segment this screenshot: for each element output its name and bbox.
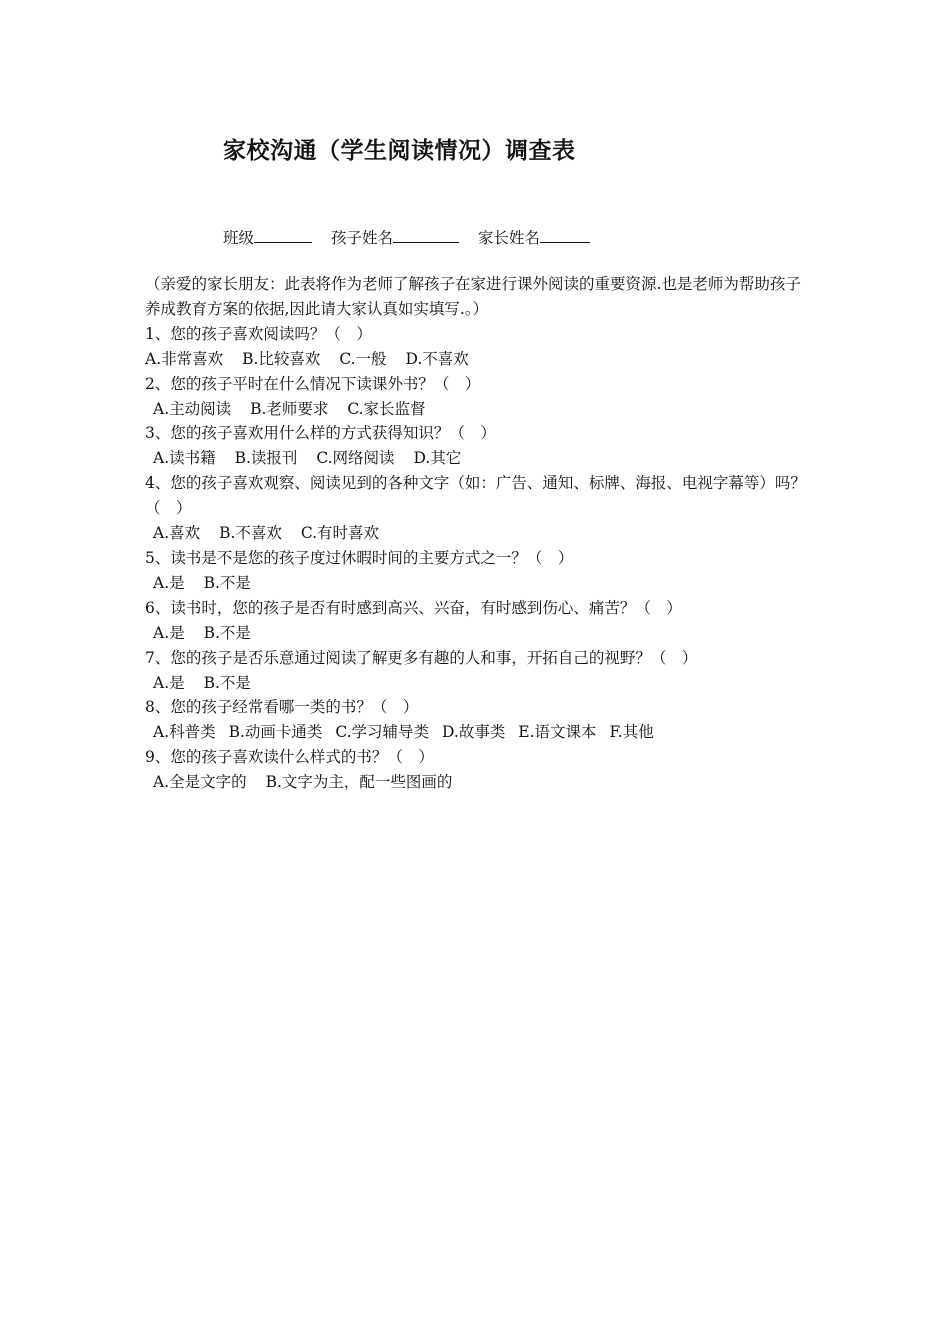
class-label: 班级 — [223, 229, 255, 247]
child-name-blank[interactable] — [393, 228, 459, 243]
parent-name-blank[interactable] — [540, 228, 590, 243]
survey-body — [145, 272, 815, 795]
option-8e[interactable]: E.语文课本 — [518, 723, 597, 742]
option-9a[interactable]: A.全是文字的 — [153, 773, 247, 792]
option-8d[interactable]: D.故事类 — [442, 723, 506, 742]
question-2: 2、您的孩子平时在什么情况下读课外书？（ ） — [145, 374, 481, 393]
question-8: 8、您的孩子经常看哪一类的书？（ ） — [145, 698, 419, 717]
option-2a[interactable]: A.主动阅读 — [153, 399, 232, 418]
question-9: 9、您的孩子喜欢读什么样式的书？（ ） — [145, 748, 434, 767]
option-4c[interactable]: C.有时喜欢 — [300, 524, 380, 543]
options-7 — [145, 671, 815, 696]
option-3a[interactable]: A.读书籍 — [153, 449, 216, 468]
option-3d[interactable]: D.其它 — [413, 449, 462, 468]
page-title: 家校沟通（学生阅读情况）调查表 — [223, 138, 576, 164]
option-1b[interactable]: B.比较喜欢 — [242, 349, 321, 368]
parent-name-label: 家长姓名 — [477, 229, 540, 247]
option-8a[interactable]: A.科普类 — [153, 723, 216, 742]
question-7: 7、您的孩子是否乐意通过阅读了解更多有趣的人和事，开拓自己的视野？（ ） — [145, 648, 698, 667]
question-1: 1、您的孩子喜欢阅读吗？（ ） — [145, 324, 372, 343]
option-9b[interactable]: B.文字为主，配一些图画的 — [265, 773, 453, 792]
class-blank[interactable] — [254, 228, 312, 243]
question-3: 3、您的孩子喜欢用什么样的方式获得知识？（ ） — [145, 424, 496, 443]
options-3 — [145, 446, 815, 471]
option-1d[interactable]: D.不喜欢 — [405, 349, 469, 368]
option-7b[interactable]: B.不是 — [203, 673, 251, 692]
question-5: 5、读书是不是您的孩子度过休暇时间的主要方式之一？（ ） — [145, 548, 574, 567]
option-2b[interactable]: B.老师要求 — [250, 399, 329, 418]
option-2c[interactable]: C.家长监督 — [347, 399, 426, 418]
options-1 — [145, 347, 815, 372]
options-6 — [145, 621, 815, 646]
option-5b[interactable]: B.不是 — [203, 573, 251, 592]
options-8 — [145, 720, 815, 745]
option-1c[interactable]: C.一般 — [339, 349, 387, 368]
option-8f[interactable]: F.其他 — [609, 723, 654, 742]
option-1a[interactable]: A.非常喜欢 — [145, 349, 224, 368]
question-6: 6、读书时，您的孩子是否有时感到高兴、兴奋，有时感到伤心、痛苦？（ ） — [145, 598, 682, 617]
options-2 — [145, 397, 815, 422]
option-8c[interactable]: C.学习辅导类 — [335, 723, 430, 742]
class-field[interactable] — [223, 229, 312, 247]
option-6a[interactable]: A.是 — [153, 623, 185, 642]
option-8b[interactable]: B.动画卡通类 — [228, 723, 323, 742]
child-name-field[interactable] — [331, 229, 459, 247]
option-6b[interactable]: B.不是 — [203, 623, 251, 642]
question-4: 4、您的孩子喜欢观察、阅读见到的各种文字（如：广告、通知、标牌、海报、电视字幕等）吗？（ ） — [145, 474, 806, 518]
option-7a[interactable]: A.是 — [153, 673, 185, 692]
options-4 — [145, 521, 815, 546]
options-9 — [145, 770, 815, 795]
option-3b[interactable]: B.读报刊 — [234, 449, 298, 468]
intro-text: （亲爱的家长朋友：此表将作为老师了解孩子在家进行课外阅读的重要资源.也是老师为帮助孩子养成教育方案的依据,因此请大家认真如实填写.。） — [145, 275, 801, 318]
option-3c[interactable]: C.网络阅读 — [316, 449, 395, 468]
info-fields — [223, 226, 604, 248]
child-name-label: 孩子姓名 — [330, 229, 393, 247]
option-4a[interactable]: A.喜欢 — [153, 524, 201, 543]
parent-name-field[interactable] — [478, 229, 590, 247]
options-5 — [145, 571, 815, 596]
option-4b[interactable]: B.不喜欢 — [219, 524, 282, 543]
option-5a[interactable]: A.是 — [153, 573, 185, 592]
